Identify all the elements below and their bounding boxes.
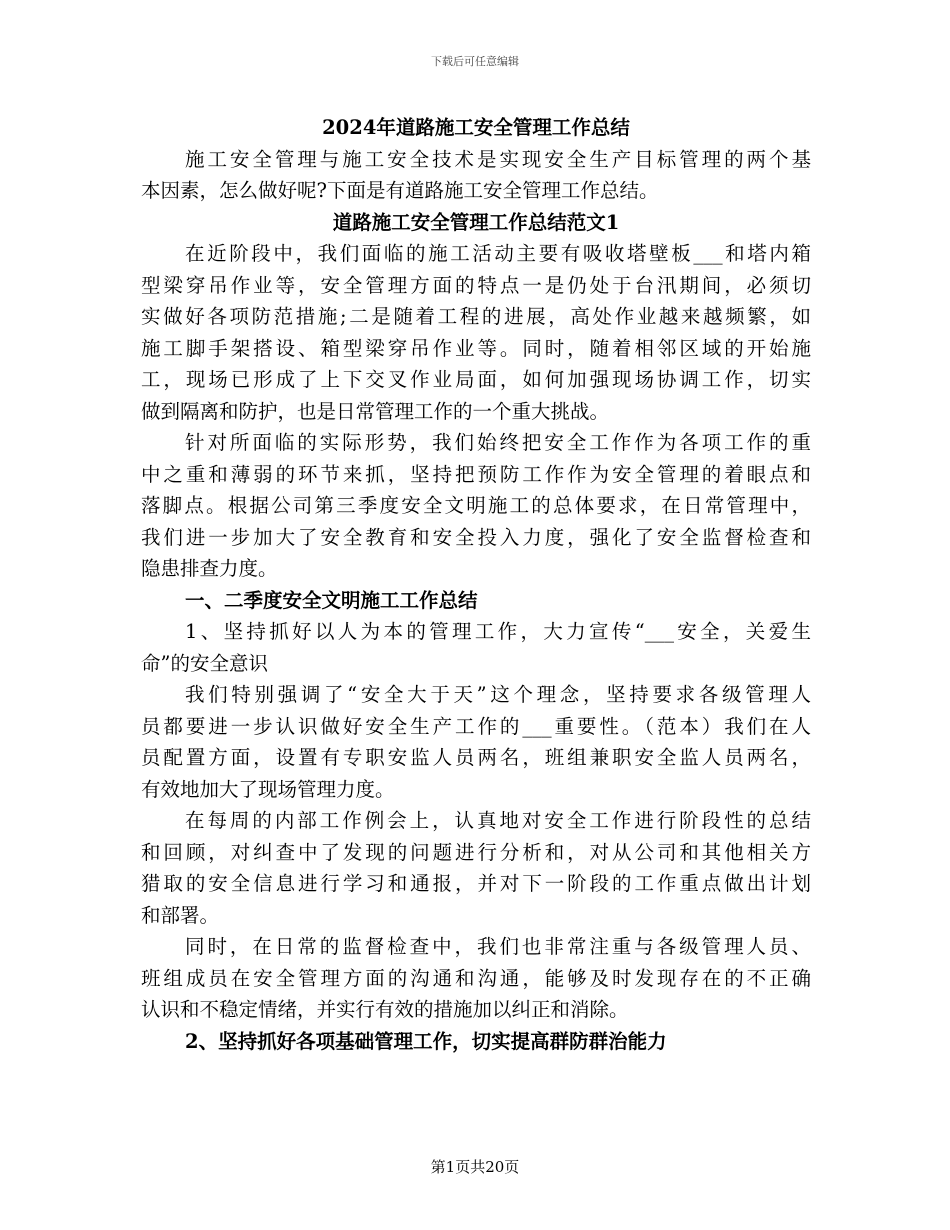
paragraph-line: 隐患排查力度。 [141, 557, 278, 580]
paragraph-line: 同时，在日常的监督检查中，我们也非常注重与各级管理人员、 [185, 935, 811, 958]
paragraph-line: 在每周的内部工作例会上，认真地对安全工作进行阶段性的总结 [185, 809, 811, 832]
page-footer: 第1页共20页 [430, 1158, 520, 1176]
section-subtitle: 道路施工安全管理工作总结范文1 [332, 210, 620, 234]
paragraph-line: 施工脚手架搭设、箱型梁穿吊作业等。同时，随着相邻区域的开始施 [141, 336, 811, 360]
intro-line: 本因素，怎么做好呢?下面是有道路施工安全管理工作总结。 [141, 179, 659, 202]
paragraph-line: 认识和不稳定情绪，并实行有效的措施加以纠正和消除。 [141, 998, 629, 1021]
paragraph-line: 员都要进一步认识做好安全生产工作的___重要性。（范本）我们在人 [141, 714, 811, 738]
paragraph-line: 在近阶段中，我们面临的施工活动主要有吸收塔壁板___和塔内箱 [185, 242, 811, 265]
paragraph-line: 针对所面临的实际形势，我们始终把安全工作作为各项工作的重 [185, 431, 811, 454]
paragraph-line: 命”的安全意识 [141, 651, 268, 675]
paragraph-line: 1、坚持抓好以人为本的管理工作，大力宣传“___安全，关爱生 [185, 620, 811, 643]
document-title: 2024年道路施工安全管理工作总结 [322, 116, 630, 139]
paragraph-line: 有效地加大了现场管理力度。 [141, 777, 395, 801]
paragraph-line: 员配置方面，设置有专职安监人员两名，班组兼职安全监人员两名， [141, 746, 811, 769]
paragraph-line: 和回顾，对纠查中了发现的问题进行分析和，对从公司和其他相关方 [141, 840, 811, 864]
section-heading: 一、二季度安全文明施工工作总结 [185, 588, 478, 612]
paragraph-line: 班组成员在安全管理方面的沟通和沟通，能够及时发现存在的不正确 [141, 966, 811, 990]
paragraph-line: 和部署。 [141, 903, 220, 927]
subsection-heading: 2、坚持抓好各项基础管理工作，切实提高群防群治能力 [185, 1029, 667, 1053]
paragraph-line: 做到隔离和防护，也是日常管理工作的一个重大挑战。 [141, 399, 610, 423]
paragraph-line: 落脚点。根据公司第三季度安全文明施工的总体要求，在日常管理中， [141, 494, 811, 517]
paragraph-line: 中之重和薄弱的环节来抓，坚持把预防工作作为安全管理的着眼点和 [141, 462, 811, 486]
paragraph-line: 实做好各项防范措施;二是随着工程的进展，高处作业越来越频繁，如 [141, 305, 811, 328]
document-body [141, 112, 811, 1057]
paragraph-line: 我们进一步加大了安全教育和安全投入力度，强化了安全监督检查和 [141, 525, 811, 549]
paragraph-line: 猎取的安全信息进行学习和通报，并对下一阶段的工作重点做出计划 [141, 872, 811, 895]
paragraph-line: 我们特别强调了“安全大于天”这个理念，坚持要求各级管理人 [185, 683, 811, 706]
page-header: 下载后可任意编辑 [431, 55, 519, 68]
intro-line: 施工安全管理与施工安全技术是实现安全生产目标管理的两个基 [185, 147, 811, 171]
paragraph-line: 型梁穿吊作业等，安全管理方面的特点一是仍处于台汛期间，必须切 [141, 273, 811, 297]
paragraph-line: 工，现场已形成了上下交叉作业局面，如何加强现场协调工作，切实 [141, 368, 811, 391]
